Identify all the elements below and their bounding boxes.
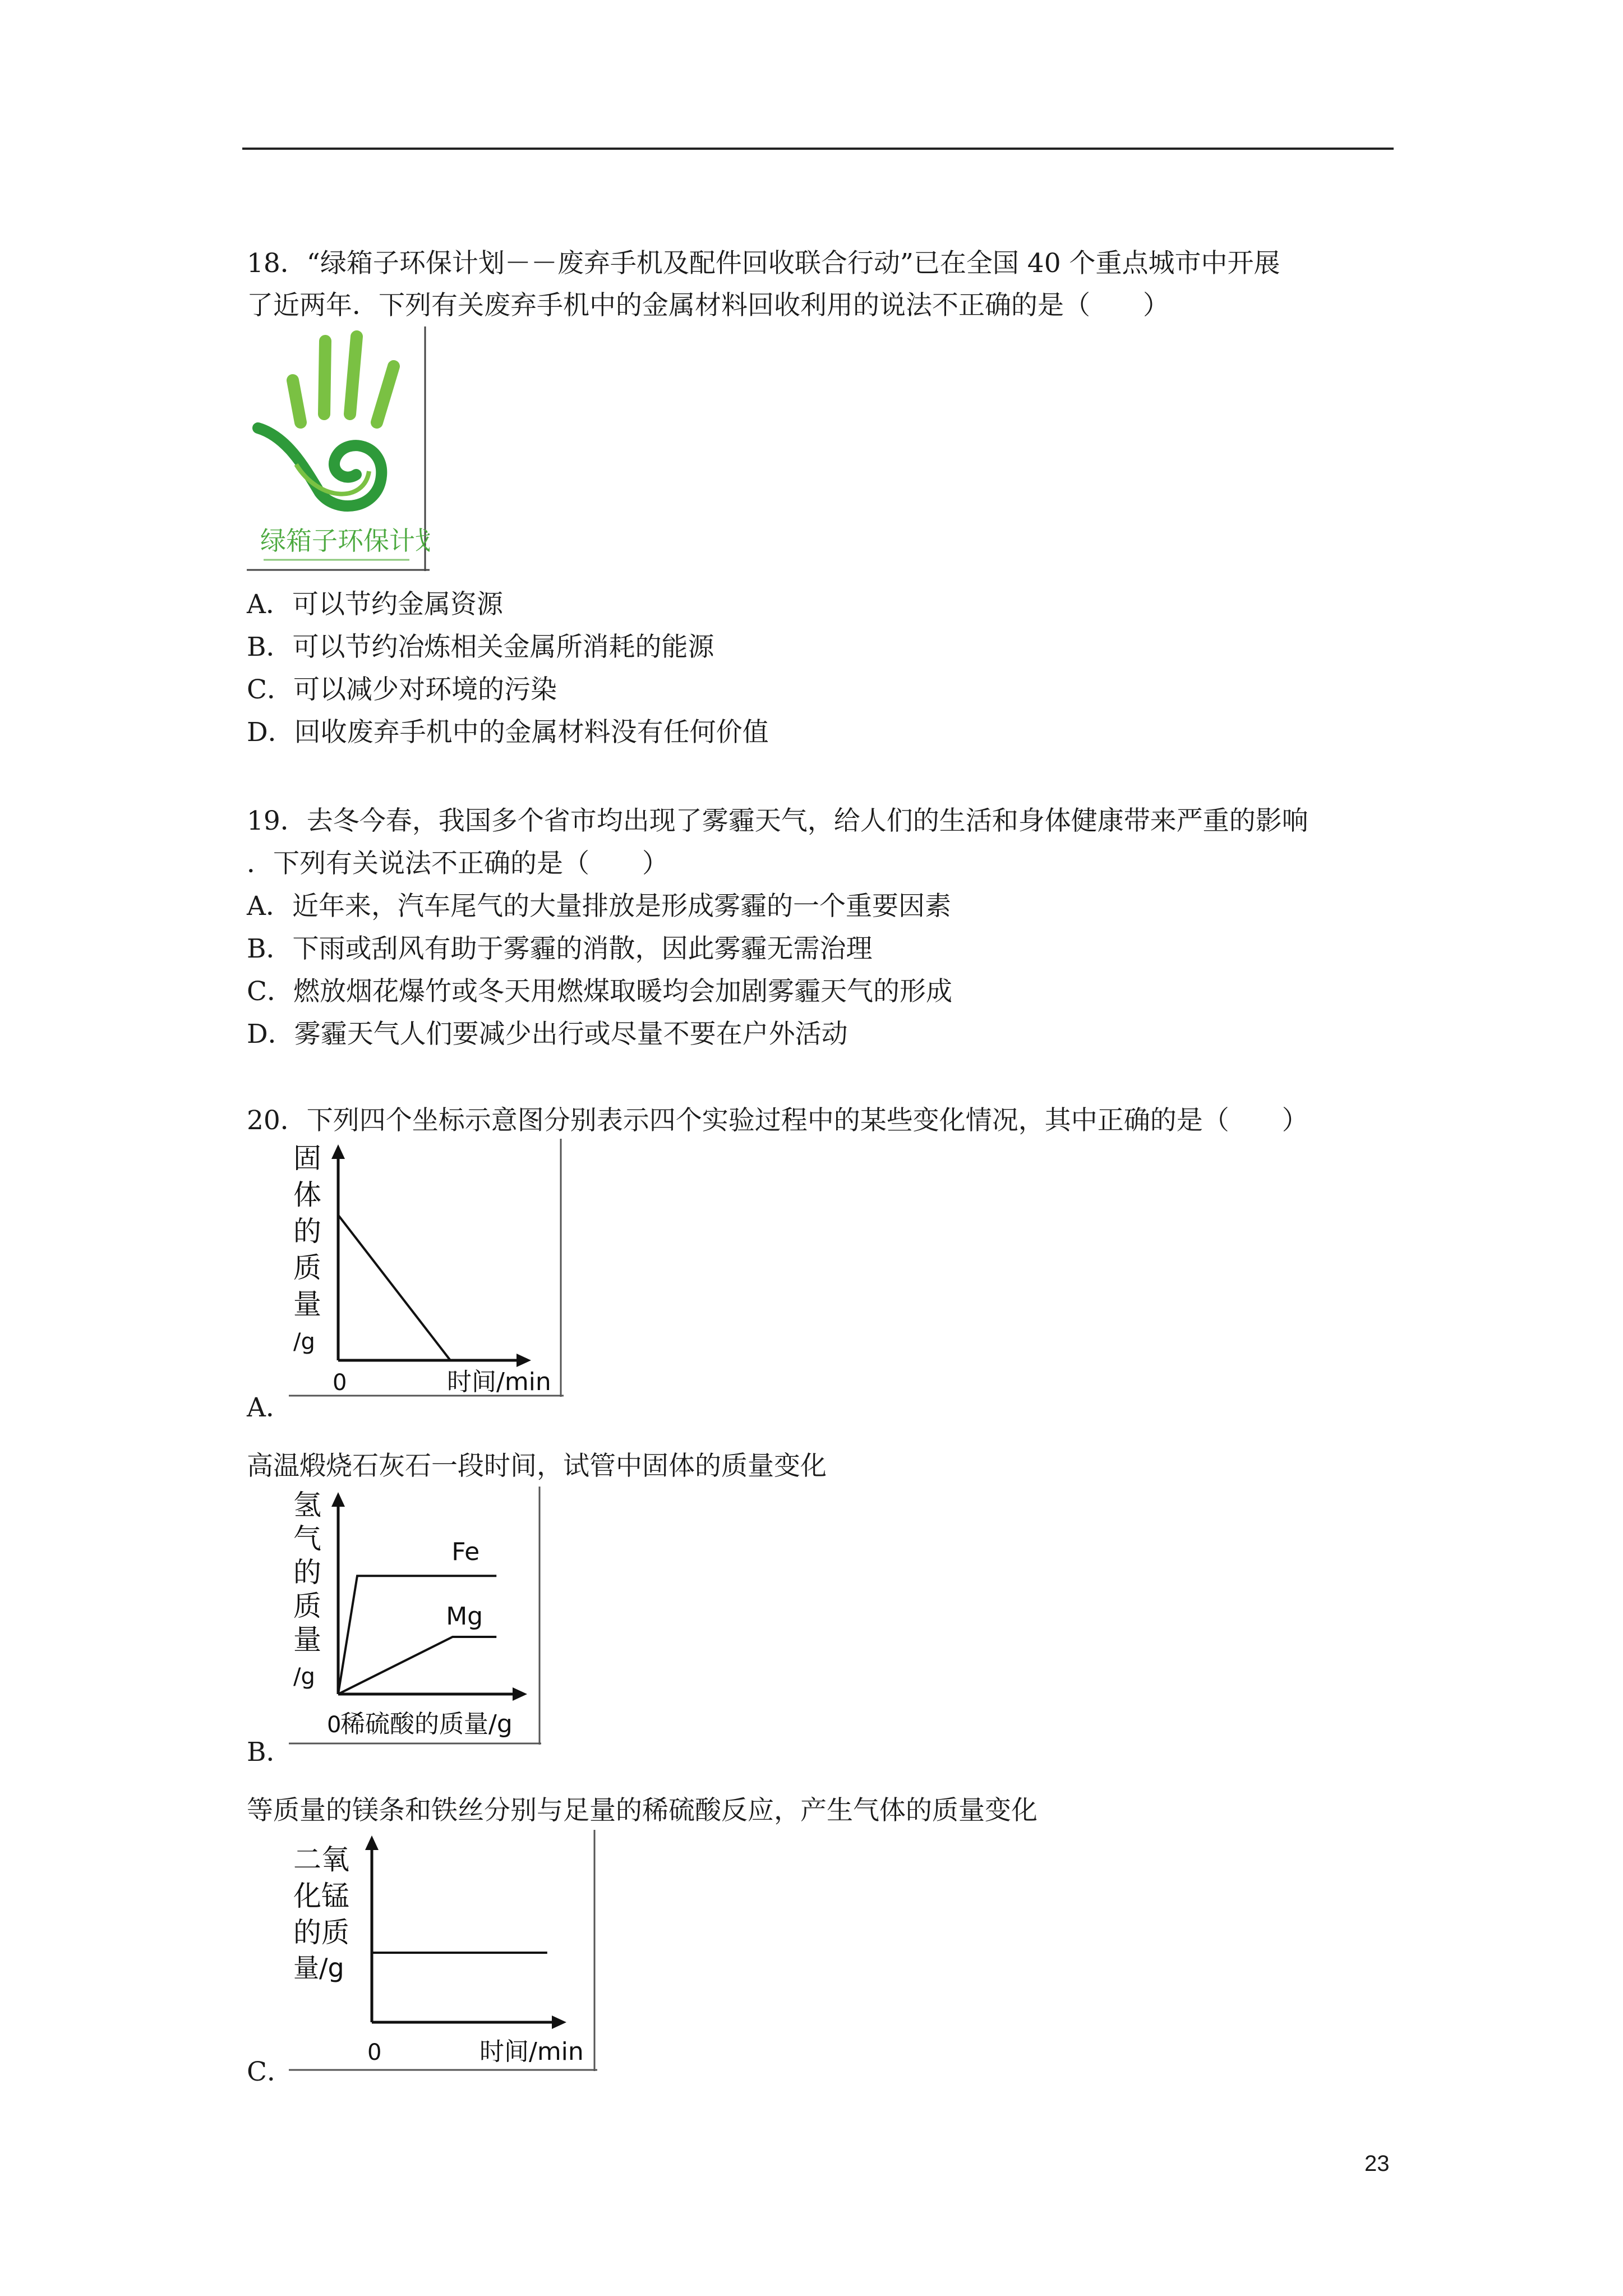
logo-text: 绿箱子环保计划 [260, 526, 430, 556]
series-line [338, 1637, 496, 1694]
green-box-logo [247, 324, 430, 571]
origin-label: 0 [367, 2040, 382, 2065]
y-axis-label-char: 固 [293, 1142, 321, 1175]
y-axis-label-char: 化锰 [293, 1880, 349, 1912]
graph-a-letter: A． [247, 1392, 292, 1423]
x-axis-label: 稀硫酸的质量/g [340, 1710, 513, 1738]
x-axis-label: 时间/min [479, 2037, 584, 2066]
y-axis-label-char: 量 [293, 1288, 321, 1320]
graph-b-letter: B． [247, 1737, 293, 1768]
page-number: 23 [1364, 2151, 1390, 2176]
q19-option-b: B．下雨或刮风有助于雾霾的消散，因此雾霾无需治理 [247, 933, 873, 964]
y-axis-label-char: 量 [293, 1623, 321, 1656]
series-label: Fe [451, 1538, 480, 1567]
q19-option-d: D．雾霾天气人们要减少出行或尽量不要在户外活动 [247, 1019, 848, 1050]
y-axis-label-char: 的质 [293, 1916, 349, 1949]
origin-label: 0 [327, 1712, 342, 1738]
series-line [338, 1576, 496, 1694]
series-line [338, 1215, 450, 1360]
y-axis-label-char: 质 [293, 1251, 321, 1284]
y-axis-label-char: 体 [293, 1179, 321, 1211]
y-axis-label-char: /g [293, 1664, 315, 1690]
graph-a [289, 1139, 564, 1398]
q19-stem-line2: ．下列有关说法不正确的是（ ） [247, 848, 668, 879]
q18-option-d: D．回收废弃手机中的金属材料没有任何价值 [247, 717, 769, 748]
graph-b-caption: 等质量的镁条和铁丝分别与足量的稀硫酸反应，产生气体的质量变化 [247, 1795, 1038, 1826]
origin-label: 0 [333, 1370, 347, 1396]
q18-option-c: C．可以减少对环境的污染 [247, 674, 557, 705]
y-axis-label-char: /g [293, 1329, 315, 1355]
series-label: Mg [446, 1602, 483, 1631]
graph-b [289, 1487, 541, 1746]
y-axis-label-char: 的 [293, 1215, 321, 1248]
y-axis-label-char: 量/g [293, 1953, 344, 1983]
header-rule [242, 148, 1394, 150]
y-axis-label-char: 的 [293, 1556, 321, 1589]
q18-option-b: B．可以节约冶炼相关金属所消耗的能源 [247, 632, 714, 662]
q19-option-a: A．近年来，汽车尾气的大量排放是形成雾霾的一个重要因素 [247, 891, 951, 922]
q18-stem-line1: 18．“绿箱子环保计划－－废弃手机及配件回收联合行动”已在全国 40 个重点城市中开展 [247, 248, 1280, 279]
y-axis-label-char: 质 [293, 1590, 321, 1622]
x-axis-label: 时间/min [447, 1368, 551, 1396]
y-axis-label-char: 气 [293, 1522, 321, 1555]
graph-c [289, 1830, 597, 2072]
y-axis-label-char: 氢 [293, 1489, 321, 1521]
graph-c-letter: C． [247, 2056, 293, 2087]
q18-stem-line2: 了近两年．下列有关废弃手机中的金属材料回收利用的说法不正确的是（ ） [247, 290, 1169, 321]
q18-option-a: A．可以节约金属资源 [247, 589, 503, 620]
q19-stem-line1: 19．去冬今春，我国多个省市均出现了雾霾天气，给人们的生活和身体健康带来严重的影响 [247, 806, 1308, 836]
q19-option-c: C．燃放烟花爆竹或冬天用燃煤取暖均会加剧雾霾天气的形成 [247, 976, 952, 1007]
graph-a-caption: 高温煅烧石灰石一段时间，试管中固体的质量变化 [247, 1451, 827, 1481]
y-axis-label-char: 二氧 [293, 1843, 349, 1876]
q20-stem: 20．下列四个坐标示意图分别表示四个实验过程中的某些变化情况，其中正确的是（ ） [247, 1105, 1308, 1136]
